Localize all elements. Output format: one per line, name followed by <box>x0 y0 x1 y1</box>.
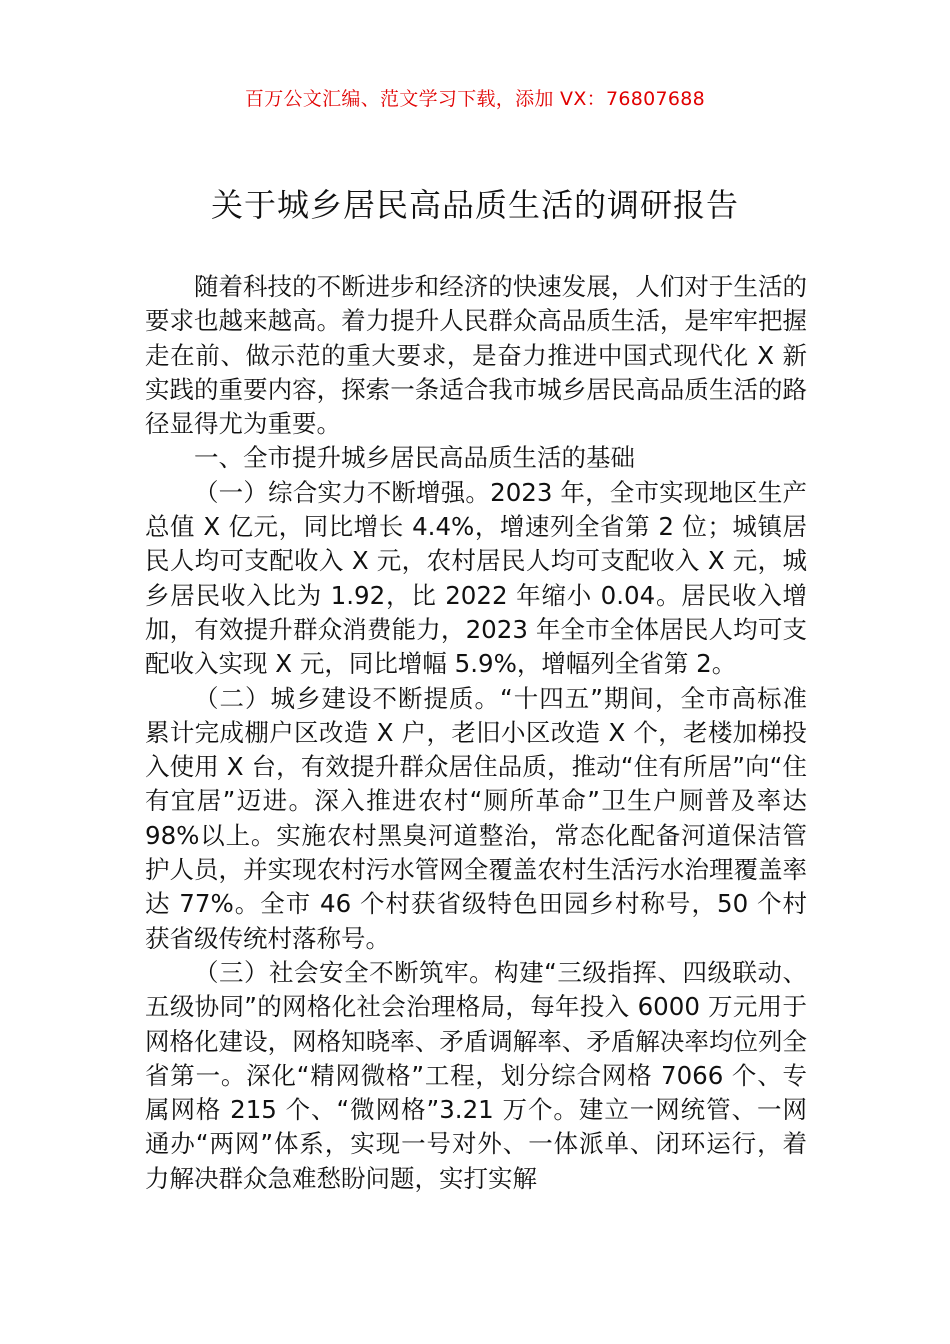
paragraph-urban-rural: （二）城乡建设不断提质。“十四五”期间，全市高标准累计完成棚户区改造 X 户，老旧小区改造 X 个，老楼加梯投入使用 X 台，有效提升群众居住品质，推动“住有所居”向“住有宜居”迈进。深入推进农村“厕所革命”卫生户厕普及率达 98%以上。实施农村黑臭河道整治，常态化配备河道保洁管护人员，并实现农村污水管网全覆盖农村生活污水治理覆盖率达 77%。全市 46 个村获省级特色田园乡村称号，50 个村获省级传统村落称号。 <box>145 683 807 953</box>
section-heading-1: 一、全市提升城乡居民高品质生活的基础 <box>194 443 635 473</box>
paragraph-intro: 随着科技的不断进步和经济的快速发展，人们对于生活的要求也越来越高。着力提升人民群众高品质生活，是牢牢把握走在前、做示范的重大要求，是奋力推进中国式现代化 X 新实践的重要内容，探索一条适合我市城乡居民高品质生活的路径显得尤为重要。 <box>145 272 807 439</box>
document-body <box>145 270 807 1196</box>
paragraph-economy: （一）综合实力不断增强。2023 年，全市实现地区生产总值 X 亿元，同比增长 4.4%，增速列全省第 2 位；城镇居民人均可支配收入 X 元，农村居民人均可支配收入 X 元，城乡居民收入比为 1.92，比 2022 年缩小 0.04。居民收入增加，有效提升群众消费能力，2023 年全市全体居民人均可支配收入实现 X 元，同比增幅 5.9%，增幅列全省第 2。 <box>145 477 807 679</box>
document-title: 关于城乡居民高品质生活的调研报告 <box>210 186 739 224</box>
paragraph-safety: （三）社会安全不断筑牢。构建“三级指挥、四级联动、五级协同”的网格化社会治理格局，每年投入 6000 万元用于网格化建设，网格知晓率、矛盾调解率、矛盾解决率均位列全省第一。深化“精网微格”工程，划分综合网格 7066 个、专属网格 215 个、“微网格”3.21 万个。建立一网统管、一网通办“两网”体系，实现一号对外、一体派单、闭环运行，着力解决群众急难愁盼问题，实打实解 <box>145 957 807 1193</box>
header-watermark: 百万公文汇编、范文学习下载，添加 VX：76807688 <box>244 88 706 110</box>
